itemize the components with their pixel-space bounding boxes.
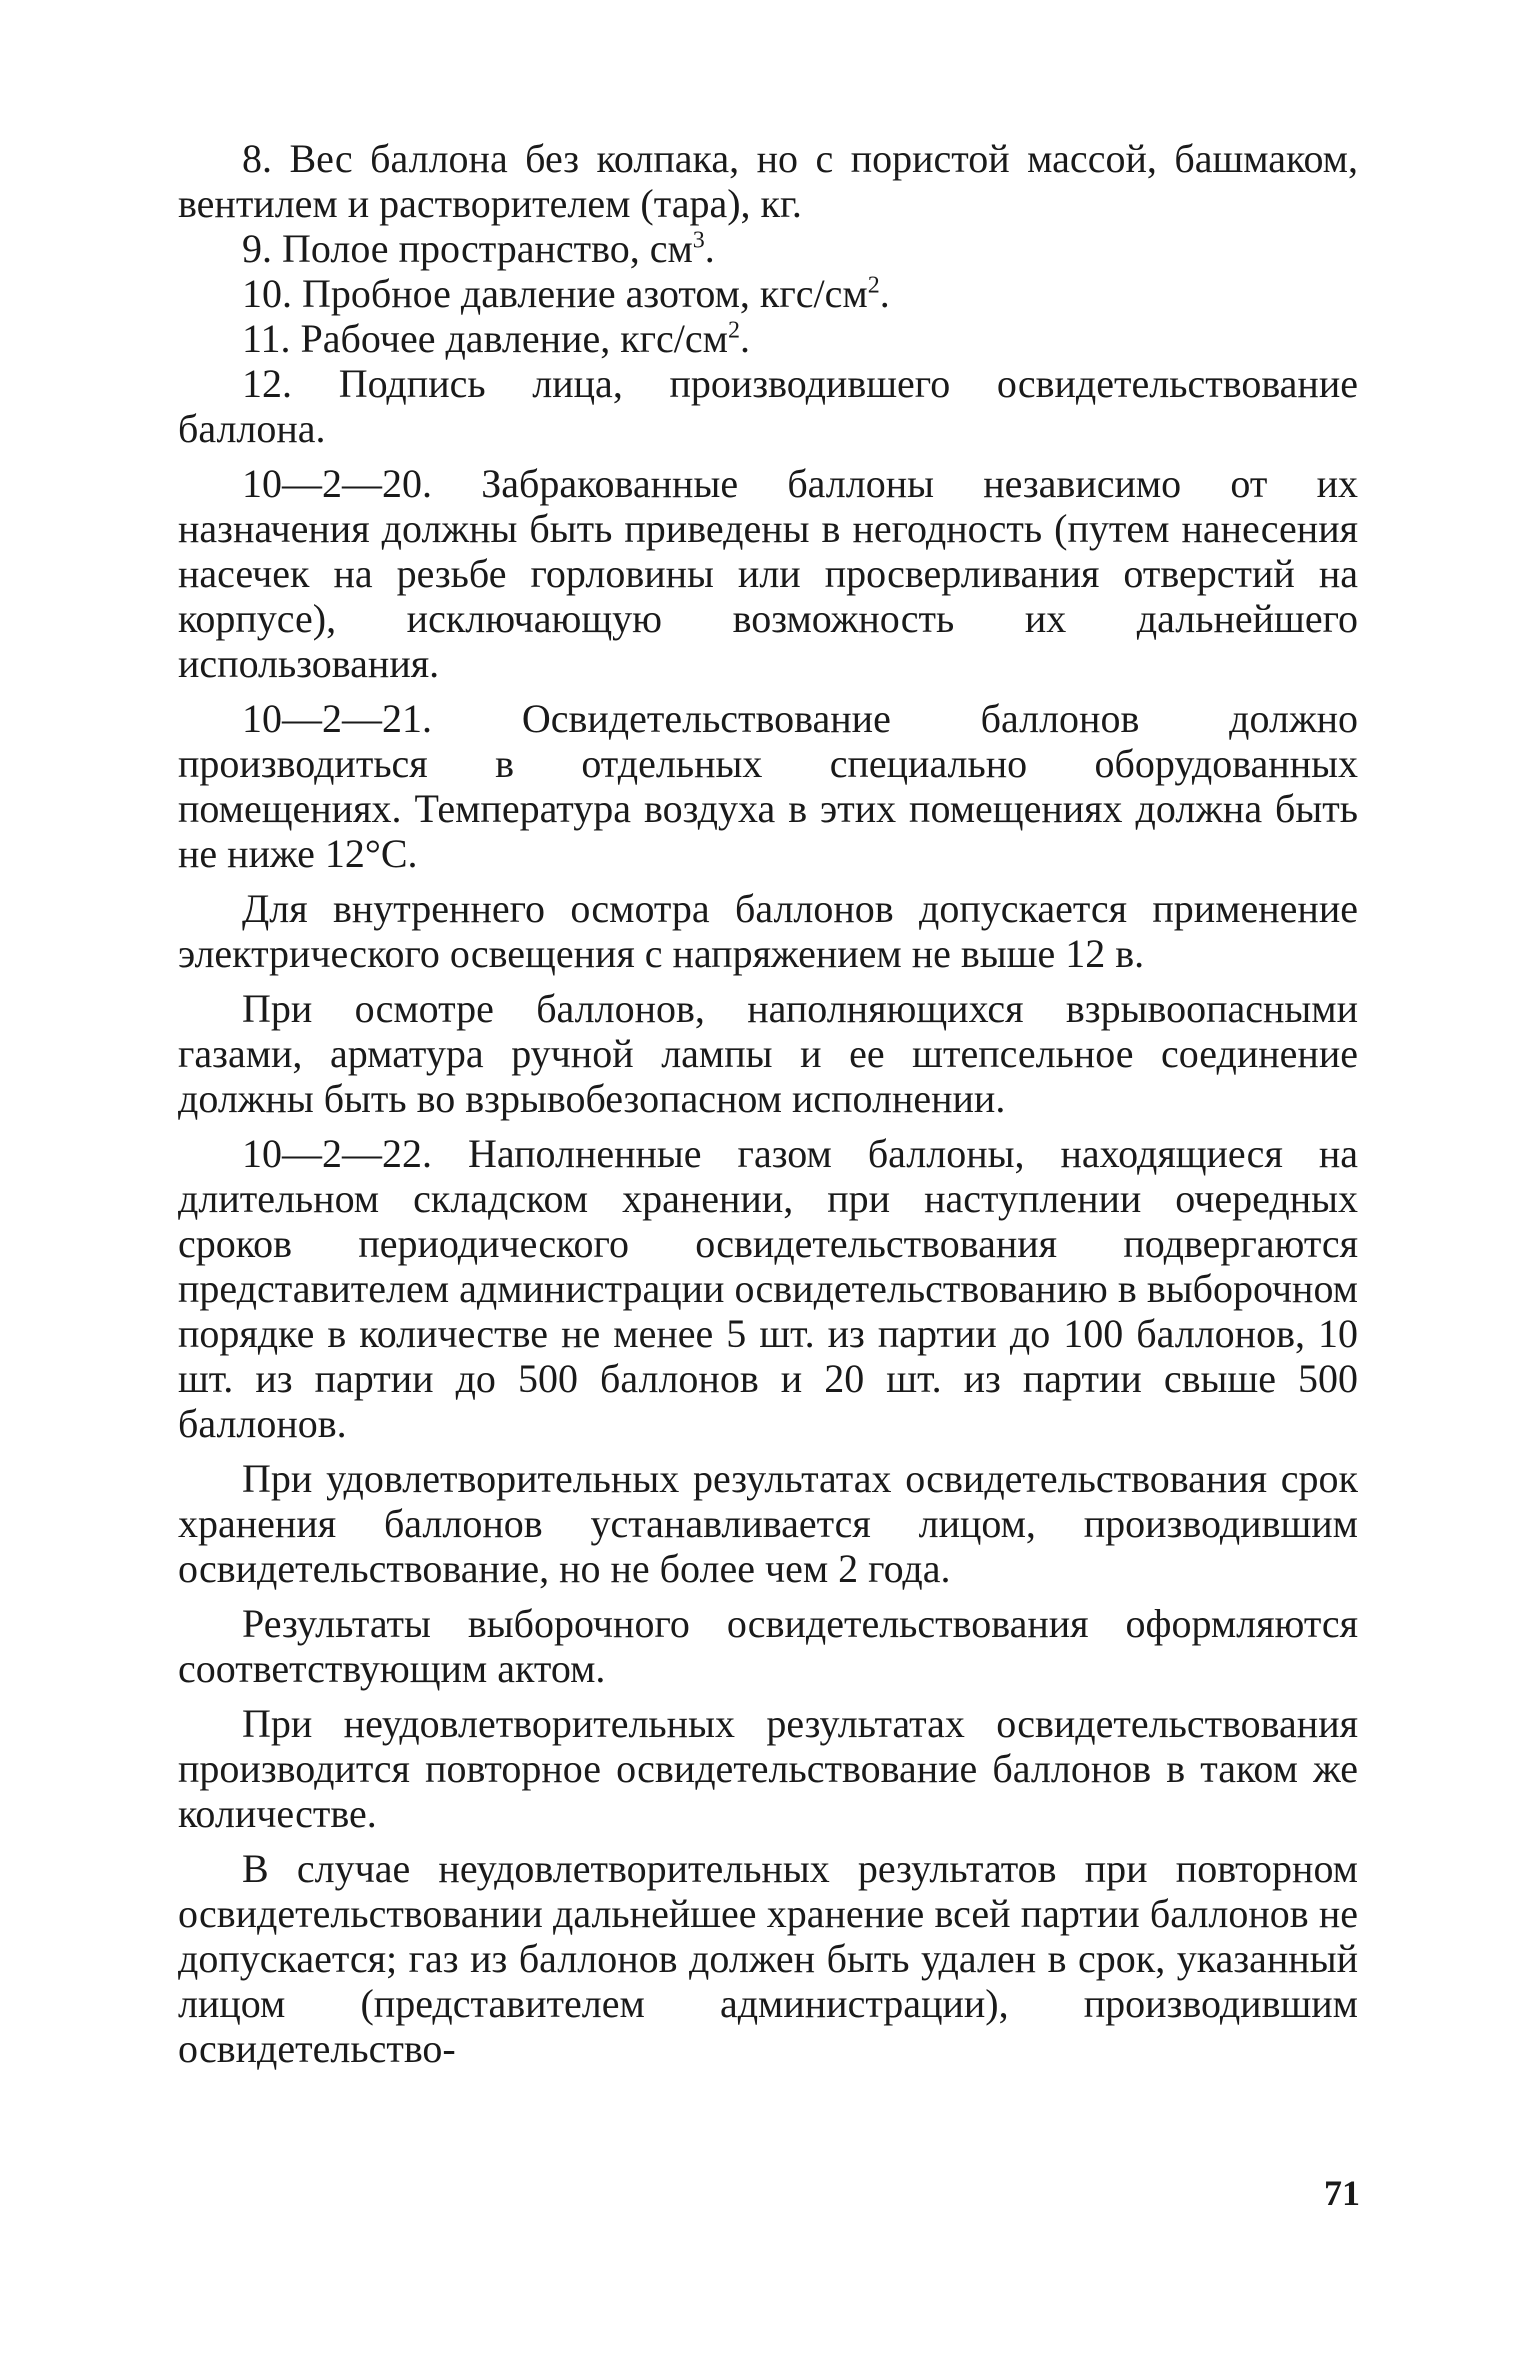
paragraph-10-2-20: 10—2—20. Забракованные баллоны независимо от их назначения должны быть приведены в негодность (путем нанесения насечек на резьбе горловины или просверливания отверстий на корпусе), исключающую возможность их дальнейшего использования. [178, 461, 1358, 686]
paragraph-storage-term: При удовлетворительных результатах освидетельствования срок хранения баллонов устанавливается лицом, производившим освидетельствование, но не более чем 2 года. [178, 1456, 1358, 1591]
paragraph-repeat-inspection: При неудовлетворительных результатах освидетельствования производится повторное освидетельствование баллонов в таком же количестве. [178, 1701, 1358, 1836]
page-body [178, 136, 1358, 2071]
list-item-12: 12. Подпись лица, производившего освидетельствование баллона. [178, 361, 1358, 451]
list-item-8: 8. Вес баллона без колпака, но с пористой массой, башмаком, вентилем и растворителем (тара), кг. [178, 136, 1358, 226]
list-item-10: 10. Пробное давление азотом, кгс/$см^2$. [242, 271, 890, 316]
paragraph-10-2-21: 10—2—21. Освидетельствование баллонов должно производиться в отдельных специально оборудованных помещениях. Температура воздуха в этих помещениях должна быть не ниже 12°С. [178, 696, 1358, 876]
list-item-9: 9. Полое пространство, $см^3$. [242, 226, 715, 271]
paragraph-act: Результаты выборочного освидетельствования оформляются соответствующим актом. [178, 1601, 1358, 1691]
list-item-11: 11. Рабочее давление, кгс/$см^2$. [242, 316, 750, 361]
paragraph-10-2-22: 10—2—22. Наполненные газом баллоны, находящиеся на длительном складском хранении, при наступлении очередных сроков периодического освидетельствования подвергаются представителем администрации освидетельствованию в выборочном порядке в количестве не менее 5 шт. из партии до 100 баллонов, 10 шт. из партии до 500 баллонов и 20 шт. из партии свыше 500 баллонов. [178, 1131, 1358, 1446]
paragraph-explosive-gases: При осмотре баллонов, наполняющихся взрывоопасными газами, арматура ручной лампы и ее штепсельное соединение должны быть во взрывобезопасном исполнении. [178, 986, 1358, 1121]
page-number: 71 [1324, 2173, 1360, 2213]
paragraph-lighting: Для внутреннего осмотра баллонов допускается применение электрического освещения с напряжением не выше 12 в. [178, 886, 1358, 976]
paragraph-repeat-failure: В случае неудовлетворительных результатов при повторном освидетельствовании дальнейшее хранение всей партии баллонов не допускается; газ из баллонов должен быть удален в срок, указанный лицом (представителем администрации), производившим освидетельство- [178, 1846, 1358, 2071]
